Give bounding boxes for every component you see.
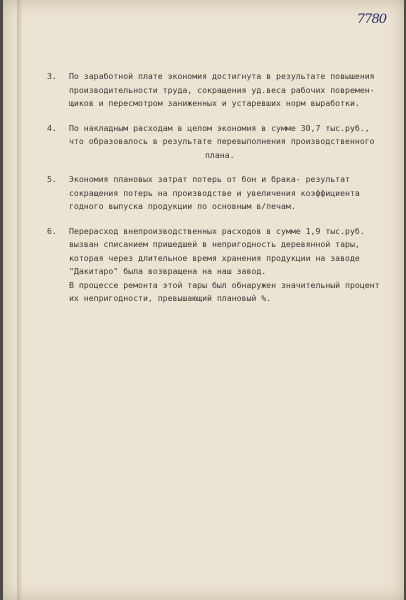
text-line: щиков и пересмотром заниженных и устаревших норм выработки.: [69, 98, 360, 108]
paragraph-3: [47, 70, 382, 111]
paragraph-text: [69, 122, 382, 163]
page-number: 7780: [356, 12, 386, 27]
paragraph-text: [69, 70, 382, 111]
text-line: По накладным расходам в целом экономия в сумме 30,7 тыс.руб.,: [69, 122, 370, 133]
document-body: [47, 70, 382, 317]
text-line: их непригодности, превышающий плановый %.: [69, 293, 272, 303]
text-line: годного выпуска продукции по основным в/печам.: [69, 201, 296, 211]
binding-edge: [17, 0, 23, 600]
text-line: которая через длительное время хранения продукции на заводе: [69, 252, 360, 263]
text-line: производительности труда, сокращения уд.веса рабочих повремен-: [69, 84, 375, 95]
paragraph-5: [47, 173, 382, 214]
text-line: В процессе ремонта этой тары был обнаружен значительный процент: [69, 279, 380, 290]
text-line: Экономия плановых затрат потерь от бон и брака- результат: [69, 174, 350, 184]
paragraph-number: 6.: [47, 225, 57, 236]
paragraph-4: [47, 122, 382, 163]
text-line: плана.: [205, 149, 235, 160]
paragraph-6: [47, 225, 382, 306]
paragraph-number: 3.: [47, 71, 57, 81]
text-line: "Дакитаро" была возвращена на наш завод.: [69, 266, 267, 276]
text-line: что образовалось в результате перевыполнения производственного: [69, 136, 375, 146]
paragraph-text: [69, 225, 382, 306]
text-line: вызван списанием пришедшей в непригодность деревянной тары,: [69, 239, 360, 249]
paragraph-number: 5.: [47, 174, 57, 184]
text-line: По заработной плате экономия достигнута в результате повышения: [69, 71, 375, 81]
text-line: Перерасход внепроизводственных расходов в сумме 1,9 тыс.руб.: [69, 225, 365, 236]
text-line: сокращения потерь на производстве и увеличения коэффициента: [69, 187, 360, 198]
document-page: [3, 0, 404, 600]
paragraph-number: 4.: [47, 122, 57, 133]
paragraph-text: [69, 173, 382, 214]
